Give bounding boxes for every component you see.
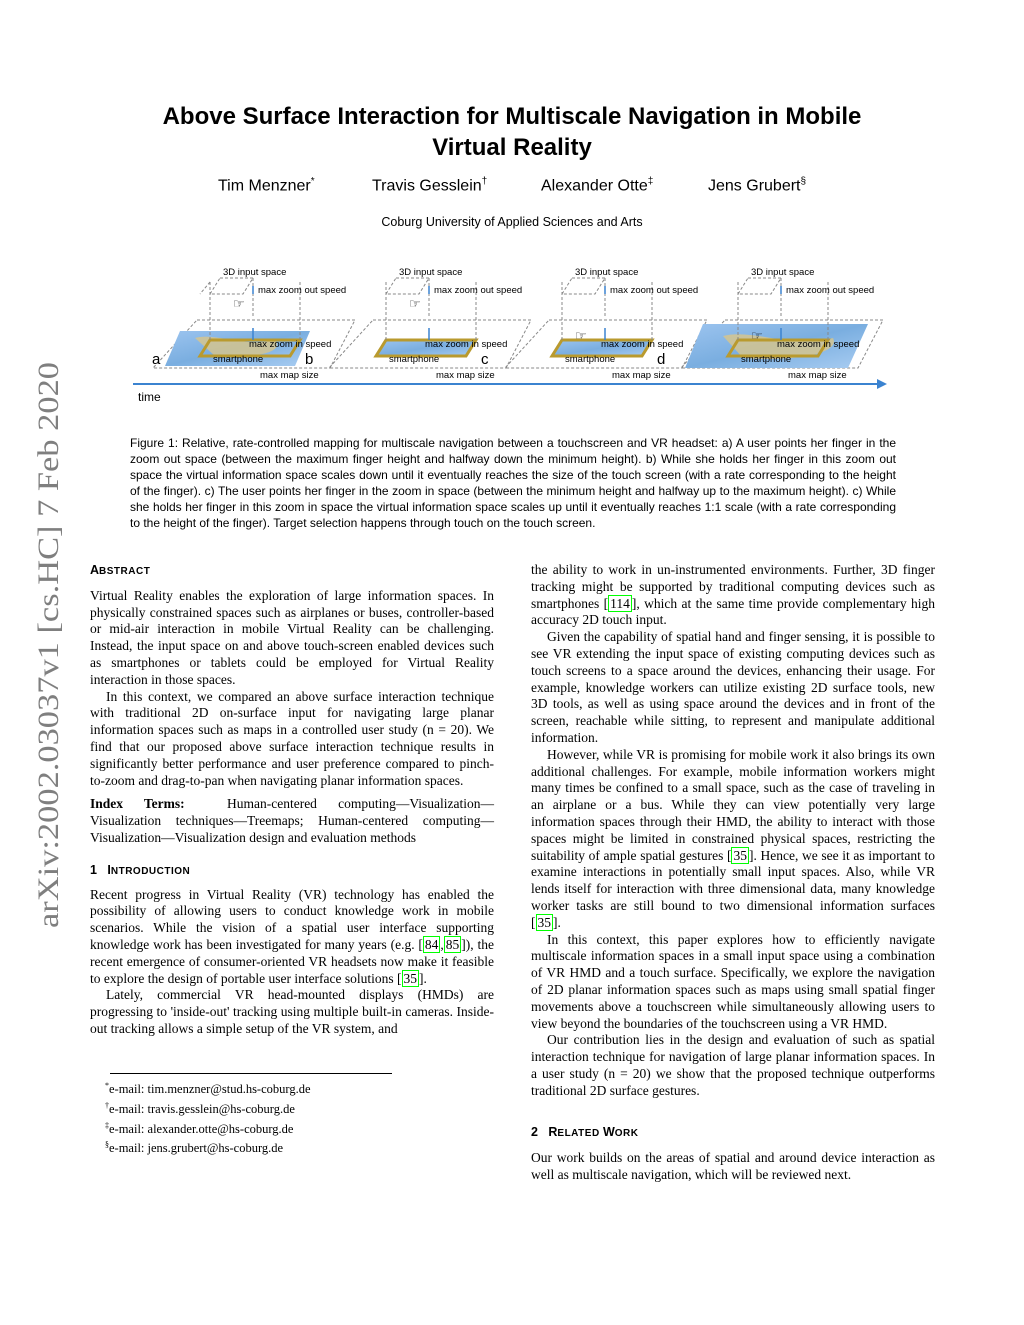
heading-rest: BSTRACT bbox=[99, 566, 151, 577]
figure-panel-a bbox=[152, 267, 355, 381]
footnote-text: e-mail: tim.menzner@stud.hs-coburg.de bbox=[109, 1082, 311, 1097]
footnote-mark: § bbox=[105, 1140, 109, 1150]
label-max-zoom-in: max zoom in speed bbox=[601, 339, 684, 350]
heading-initial: R bbox=[548, 1124, 558, 1139]
figure-caption: Figure 1: Relative, rate-controlled mapping for multiscale navigation between a touchscreen and VR headset: a) A user points her finger in the zoom out space (between the maximum finger height and halfway down the minimum height). b) While she holds her finger in this zoom out space the virtual information space scales down until it eventually reaches the size of the touch screen (with a rate corresponding to the height of the finger). c) The user points her finger in the zoom in space (between the minimum height and halfway up to the maximum height). c) While she holds her finger in this zoom in space the virtual information space scales up until it eventually reaches 1:1 scale (with a rate corresponding to the height of the finger). Target selection happens through touch on the touch screen. bbox=[130, 436, 896, 530]
paper-title: Above Surface Interaction for Multiscale Navigation in Mobile Virtual Reality bbox=[162, 103, 862, 161]
finger-icon: ☞ bbox=[575, 328, 587, 343]
panel-letter: a bbox=[152, 351, 161, 368]
heading-initial: W bbox=[602, 1124, 615, 1139]
right-paragraph-1 bbox=[531, 562, 935, 629]
text-run: ], which at the same time provide complementary high accuracy 2D touch input. bbox=[531, 595, 935, 628]
author-4 bbox=[708, 176, 806, 195]
footnote-rule bbox=[110, 1073, 392, 1074]
intro-paragraph-2: Lately, commercial VR head-mounted displays (HMDs) are progressing to 'inside-out' tracking using multiple built-in cameras. Inside-out tracking allows a simple setup of the VR system, and bbox=[90, 987, 494, 1036]
finger-icon: ☞ bbox=[233, 296, 245, 311]
panel-letter: d bbox=[657, 351, 666, 368]
abstract-paragraph-1: Virtual Reality enables the exploration of large information spaces. In physically constrained spaces such as airplanes or buses, controller-based or mid-air interaction in mobile Virtual Reality can be challenging. Instead, the input space on and above touch-screen enabled devices such as smartphones or tablets could be employed for Virtual Reality interaction in those spaces. bbox=[90, 587, 494, 687]
citation-link[interactable]: 35 bbox=[403, 970, 418, 986]
label-max-zoom-out: max zoom out speed bbox=[786, 285, 875, 296]
label-max-map-size: max map size bbox=[788, 370, 847, 381]
label-max-zoom-in: max zoom in speed bbox=[249, 339, 332, 350]
index-terms-text: Human-centered computing—Visualization—Visualization techniques—Treemaps; Human-centered computing—Visualization—Visualization design and evaluation methods bbox=[90, 796, 495, 845]
time-label: time bbox=[138, 390, 161, 404]
arxiv-stamp bbox=[28, 362, 68, 928]
text-run: ]. Hence, we see it as important to examine interactions in potentially small input spaces. Also, while VR lends itself for interaction with three dimensional data, many knowledge worker tasks are still bound to two dimensional information surfaces [ bbox=[531, 847, 935, 930]
right-paragraph-3 bbox=[531, 747, 935, 932]
label-max-map-size: max map size bbox=[260, 370, 319, 381]
affiliation: Coburg University of Applied Sciences and Arts bbox=[381, 215, 643, 229]
index-terms bbox=[90, 796, 494, 846]
section-number: 1 bbox=[90, 862, 97, 877]
footnote-text: e-mail: alexander.otte@hs-coburg.de bbox=[109, 1121, 294, 1136]
text-run: ]. bbox=[553, 914, 561, 930]
label-max-zoom-out: max zoom out speed bbox=[258, 285, 347, 296]
label-max-zoom-out: max zoom out speed bbox=[610, 285, 699, 296]
panel-letter: c bbox=[481, 351, 489, 368]
introduction-heading bbox=[90, 862, 494, 881]
footnote-mark: ‡ bbox=[105, 1120, 109, 1130]
author-mark: * bbox=[310, 176, 315, 187]
label-smartphone: smartphone bbox=[213, 354, 264, 365]
abstract-heading bbox=[90, 562, 494, 581]
label-max-zoom-in: max zoom in speed bbox=[777, 339, 860, 350]
label-max-zoom-in: max zoom in speed bbox=[425, 339, 508, 350]
author-2 bbox=[372, 176, 487, 195]
author-name: Jens Grubert bbox=[708, 177, 801, 195]
related-work-heading bbox=[531, 1124, 935, 1143]
citation-link[interactable]: 114 bbox=[610, 595, 630, 611]
heading-rest: ELATED bbox=[557, 1127, 603, 1139]
citation-link[interactable]: 85 bbox=[445, 936, 460, 952]
heading-rest: NTRODUCTION bbox=[110, 865, 191, 877]
author-3 bbox=[541, 176, 653, 195]
label-smartphone: smartphone bbox=[389, 354, 440, 365]
text-run: Recent progress in Virtual Reality (VR) technology has enabled the possibility of allowing users to conduct knowledge work in mobile scenarios. While the vision of a spatial user interface supporting knowledge work has been investigated for many years (e.g. [ bbox=[90, 886, 494, 952]
author-1 bbox=[218, 176, 315, 195]
label-3d-input-space: 3D input space bbox=[223, 267, 287, 278]
label-3d-input-space: 3D input space bbox=[751, 267, 815, 278]
abstract-paragraph-2: In this context, we compared an above surface interaction technique with traditional 2D on-surface input for navigating large planar information spaces such as maps in a controlled user study (n = 20). We find that our proposed above surface interaction technique results in significantly better performance and user preference compared to pinch-to-zoom and drag-to-pan when navigating planar information spaces. bbox=[90, 688, 494, 788]
text-run: the ability to work in un-instrumented environments. Further, 3D finger tracking might be supported by traditional computing devices such as smartphones [ bbox=[531, 562, 935, 611]
panel-letter: b bbox=[305, 351, 314, 368]
citation-link[interactable]: 35 bbox=[733, 847, 747, 863]
index-terms-label: Index Terms: bbox=[90, 796, 185, 812]
citation-link[interactable]: 35 bbox=[537, 914, 551, 930]
footnote bbox=[105, 1078, 405, 1098]
finger-icon: ☞ bbox=[751, 328, 763, 343]
footnote-text: e-mail: travis.gesslein@hs-coburg.de bbox=[109, 1101, 295, 1116]
footnotes bbox=[105, 1078, 405, 1157]
related-work-paragraph: Our work builds on the areas of spatial and around device interaction as well as multiscale navigation, which will be reviewed next. bbox=[531, 1150, 935, 1183]
author-mark: § bbox=[800, 176, 807, 187]
author-mark: † bbox=[481, 176, 488, 187]
text-run: , bbox=[440, 936, 444, 952]
section-number: 2 bbox=[531, 1124, 538, 1139]
arxiv-id: arXiv:2002.03037v1 [cs.HC] 7 Feb 2020 bbox=[32, 434, 65, 928]
time-arrow-head bbox=[877, 379, 887, 389]
label-smartphone: smartphone bbox=[741, 354, 792, 365]
heading-initial: I bbox=[107, 862, 111, 877]
author-name: Alexander Otte bbox=[541, 177, 648, 195]
footnote-text: e-mail: jens.grubert@hs-coburg.de bbox=[109, 1141, 284, 1156]
text-run: ]. bbox=[419, 970, 427, 986]
finger-icon: ☞ bbox=[409, 296, 421, 311]
heading-rest: ORK bbox=[614, 1127, 639, 1139]
author-mark: ‡ bbox=[647, 176, 654, 187]
label-smartphone: smartphone bbox=[565, 354, 616, 365]
intro-paragraph-1 bbox=[90, 887, 494, 988]
author-name: Tim Menzner bbox=[218, 177, 311, 195]
left-column bbox=[90, 562, 494, 1038]
label-3d-input-space: 3D input space bbox=[399, 267, 463, 278]
text-run: However, while VR is promising for mobile work it also brings its own additional challenges. For example, mobile information workers might many times be confined to a small space, such as the case of traveling in an airplane or a bus. While they can view potentially very large information spaces through their HMD, the ability to interact with those spaces might be limited in constrained physical spaces, restricting the suitability of ample spatial gestures [ bbox=[531, 746, 935, 863]
label-max-map-size: max map size bbox=[612, 370, 671, 381]
footnote-mark: † bbox=[105, 1100, 109, 1110]
label-max-zoom-out: max zoom out speed bbox=[434, 285, 523, 296]
label-max-map-size: max map size bbox=[436, 370, 495, 381]
right-column bbox=[531, 562, 935, 1184]
heading-initial: A bbox=[90, 563, 100, 577]
footnote bbox=[105, 1118, 405, 1138]
right-paragraph-4: In this context, this paper explores how to efficiently navigate multiscale information spaces in a small input space using a combination of VR HMD and a touch surface. Specifically, we explore the navigation of 2D planar information spaces such as maps using small spatial finger movements above a touchscreen while simultaneously allowing users to view beyond the boundaries of the touchscreen using a VR HMD. bbox=[531, 931, 935, 1031]
footnote-mark: * bbox=[105, 1081, 109, 1090]
footnote bbox=[105, 1137, 405, 1157]
right-paragraph-2: Given the capability of spatial hand and finger sensing, it is possible to see VR extending the input space of existing computing devices such as touch screens to a space around the devices, enhancing their usage. For example, knowledge workers can utilize existing 2D surface tools, new 3D tools, as well as using space around the devices and in front of the screen, reachable while sitting, to represent and manipulate additional information. bbox=[531, 629, 935, 745]
citation-link[interactable]: 84 bbox=[424, 936, 439, 952]
figure-1 bbox=[125, 258, 895, 408]
label-3d-input-space: 3D input space bbox=[575, 267, 639, 278]
footnote bbox=[105, 1098, 405, 1118]
right-paragraph-5: Our contribution lies in the design and evaluation of such as spatial interaction technique for navigation of large planar information spaces. In a user study (n = 20) we show that the proposed technique outperforms traditional 2D surface gestures. bbox=[531, 1032, 935, 1098]
text-run: ]), the recent emergence of consumer-oriented VR headsets now make it feasible to explore the design of portable user interface solutions [ bbox=[90, 936, 494, 986]
author-name: Travis Gesslein bbox=[372, 177, 482, 195]
